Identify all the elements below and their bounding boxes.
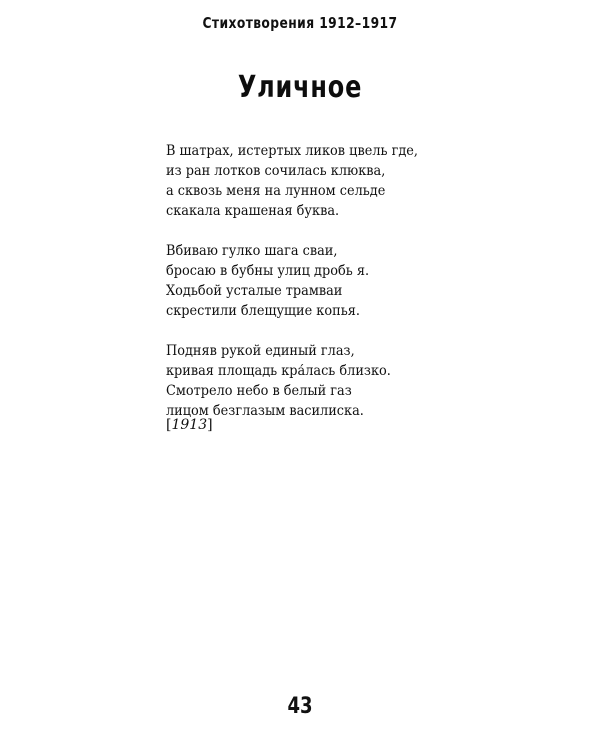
poem-line: а сквозь меня на лунном сельде <box>166 183 386 199</box>
date-bracket-open: [ <box>166 417 172 433</box>
poem-line: Вбиваю гулко шага сваи, <box>166 243 338 259</box>
poem-line: скрестили блещущие копья. <box>166 303 360 319</box>
poem-line: лицом безглазым василиска. <box>166 403 364 419</box>
stanza-2 <box>166 241 546 321</box>
poem-date <box>166 415 213 435</box>
date-year: 1913 <box>171 417 208 433</box>
page-number: 43 <box>287 694 313 719</box>
stanza-1 <box>166 141 546 221</box>
poem-title: Уличное <box>237 70 363 105</box>
poem-line: скакала крашеная буква. <box>166 203 340 219</box>
poem-line: В шатрах, истертых ликов цвель где, <box>166 143 419 159</box>
poem-line: Смотрело небо в белый газ <box>166 383 352 399</box>
date-bracket-close: ] <box>207 417 213 433</box>
poem-line: кривая площадь кра́лась близко. <box>166 363 391 379</box>
poem-line: Ходьбой усталые трамваи <box>166 283 343 299</box>
poem-line: бросаю в бубны улиц дробь я. <box>166 263 370 279</box>
poem-line: Подняв рукой единый глаз, <box>166 343 355 359</box>
running-head: Стихотворения 1912–1917 <box>202 14 398 32</box>
poem-line: из ран лотков сочилась клюква, <box>166 163 386 179</box>
poem-body <box>166 141 546 441</box>
stanza-3 <box>166 341 546 421</box>
